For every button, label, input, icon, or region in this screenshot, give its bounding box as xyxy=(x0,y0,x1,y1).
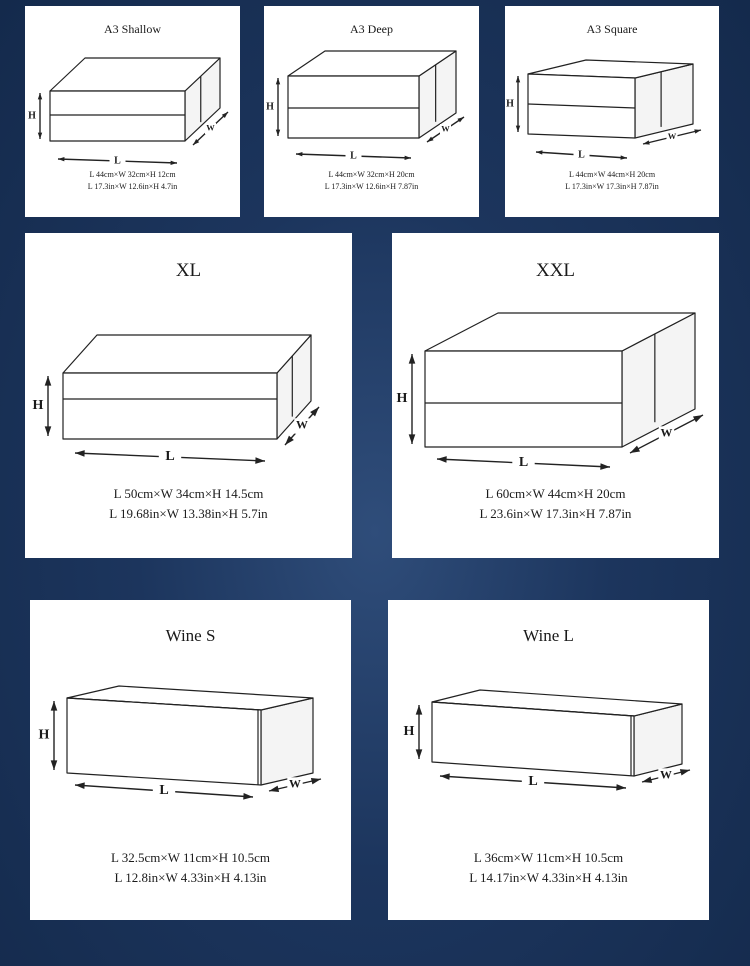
arrow-head xyxy=(409,434,416,444)
arrow-head xyxy=(405,156,411,160)
box-front-face xyxy=(288,76,419,138)
box-dimensions xyxy=(264,169,479,194)
width-label: W xyxy=(660,767,672,782)
box-card-wine-s xyxy=(30,600,351,920)
dimensions-in: L 12.8in×W 4.33in×H 4.13in xyxy=(114,870,267,886)
box-front-face xyxy=(67,698,261,785)
arrow-head xyxy=(276,130,280,136)
arrow-head xyxy=(311,778,321,784)
box-title: Wine S xyxy=(165,626,216,645)
box-title: Wine L xyxy=(523,626,574,645)
width-label: W xyxy=(441,123,450,134)
arrow-head xyxy=(269,786,279,792)
dimensions-cm: L 44cm×W 32cm×H 20cm xyxy=(328,170,415,179)
arrow-head xyxy=(58,157,64,161)
arrow-head xyxy=(516,126,520,132)
arrow-head xyxy=(516,76,520,82)
dimensions-in: L 19.68in×W 13.38in×H 5.7in xyxy=(109,506,268,522)
arrow-head xyxy=(680,769,690,775)
dimensions-cm: L 44cm×W 44cm×H 20cm xyxy=(568,170,656,179)
height-label: H xyxy=(266,101,274,113)
box-dimensions xyxy=(25,484,352,524)
box-card-xxl xyxy=(392,233,719,558)
arrow-head xyxy=(51,701,58,711)
width-label: W xyxy=(667,130,677,141)
arrow-head xyxy=(642,776,652,782)
width-label: W xyxy=(289,776,301,791)
box-title: A3 Deep xyxy=(350,22,393,36)
length-label: L xyxy=(350,150,357,162)
dimensions-in: L 17.3in×W 12.6in×H 7.87in xyxy=(324,182,419,192)
length-label: L xyxy=(578,149,585,161)
arrow-head xyxy=(255,457,265,464)
arrow-head xyxy=(693,415,703,422)
dimensions-cm: L 50cm×W 34cm×H 14.5cm xyxy=(113,486,264,501)
height-label: H xyxy=(28,110,36,122)
box-dimensions xyxy=(392,484,719,524)
arrow-head xyxy=(409,354,416,364)
length-label: L xyxy=(159,783,169,799)
arrow-head xyxy=(45,376,52,386)
width-label: W xyxy=(296,417,308,432)
box-card-xl xyxy=(25,233,352,558)
box-card-wine-l xyxy=(388,600,709,920)
dimensions-in: L 17.3in×W 12.6in×H 4.7in xyxy=(87,182,178,192)
arrow-head xyxy=(694,129,701,133)
dimensions-in: L 17.3in×W 17.3in×H 7.87in xyxy=(565,182,659,192)
box-title: A3 Square xyxy=(586,22,638,36)
height-label: H xyxy=(506,98,514,110)
box-top-face xyxy=(63,335,311,373)
dimensions-cm: L 60cm×W 44cm×H 20cm xyxy=(485,486,626,501)
arrow-head xyxy=(416,705,423,715)
dimensions-cm: L 36cm×W 11cm×H 10.5cm xyxy=(473,850,624,865)
length-label: L xyxy=(528,774,538,790)
arrow-head xyxy=(296,152,302,156)
arrow-head xyxy=(643,140,650,144)
box-title: A3 Shallow xyxy=(104,22,161,36)
arrow-head xyxy=(75,450,85,457)
box-title: XXL xyxy=(535,260,576,281)
arrow-head xyxy=(38,93,42,99)
dimensions-cm: L 32.5cm×W 11cm×H 10.5cm xyxy=(111,850,270,865)
height-label: H xyxy=(38,727,50,743)
arrow-head xyxy=(276,78,280,84)
height-label: H xyxy=(32,398,44,414)
box-dimensions xyxy=(388,848,709,888)
dimensions-in: L 14.17in×W 4.33in×H 4.13in xyxy=(469,870,628,886)
box-side-face xyxy=(261,698,313,785)
arrow-head xyxy=(600,463,610,470)
width-label: W xyxy=(206,122,215,133)
height-label: H xyxy=(396,391,408,407)
width-label: W xyxy=(660,425,673,440)
box-front-face xyxy=(425,351,622,447)
box-title: XL xyxy=(175,260,202,281)
arrow-head xyxy=(171,161,177,165)
box-front-face xyxy=(63,373,277,439)
arrow-head xyxy=(45,426,52,436)
box-card-a3-deep xyxy=(264,6,479,217)
arrow-head xyxy=(38,133,42,139)
arrow-head xyxy=(416,749,423,759)
length-label: L xyxy=(165,449,175,465)
length-label: L xyxy=(114,155,121,167)
box-card-a3-shallow xyxy=(25,6,240,217)
box-dimensions xyxy=(30,848,351,888)
length-label: L xyxy=(518,455,529,471)
arrow-head xyxy=(437,456,447,463)
box-dimensions xyxy=(505,169,719,194)
height-label: H xyxy=(403,724,415,740)
box-dimensions xyxy=(25,169,240,194)
box-front-face xyxy=(50,91,185,141)
arrow-head xyxy=(51,760,58,770)
box-card-a3-square xyxy=(505,6,719,217)
dimensions-cm: L 44cm×W 32cm×H 12cm xyxy=(89,170,176,179)
dimensions-in: L 23.6in×W 17.3in×H 7.87in xyxy=(479,506,632,522)
arrow-head xyxy=(630,446,640,453)
